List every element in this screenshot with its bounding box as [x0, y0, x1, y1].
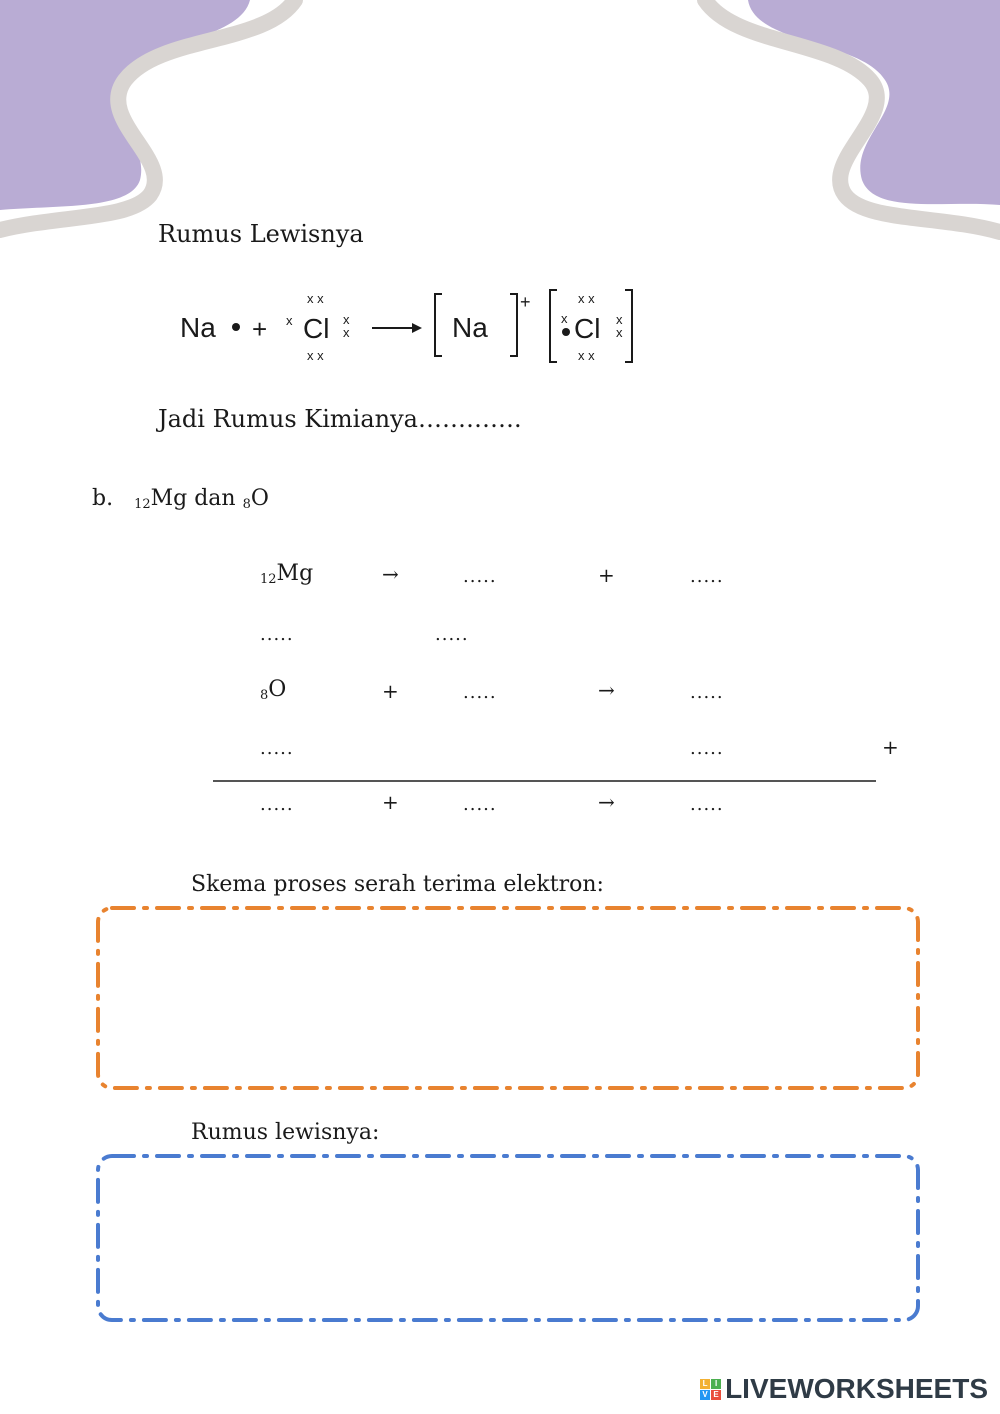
na-symbol: Na: [180, 312, 216, 343]
row4-plus: +: [882, 735, 899, 759]
lewis-label: Rumus lewisnya:: [191, 1120, 380, 1145]
cl-ion-right-x2: x: [616, 325, 623, 340]
cl-ion-right-x1: x: [616, 312, 623, 327]
cl-bracket-right: [625, 290, 632, 362]
row1-mg: [260, 561, 313, 587]
schema-answer-box[interactable]: [90, 902, 926, 1094]
section-b-label: b.: [92, 486, 114, 511]
row1-blank1[interactable]: .....: [463, 566, 497, 587]
lewis-equation: [180, 280, 650, 375]
na-ion-charge: +: [520, 292, 531, 312]
row5-blank3[interactable]: .....: [690, 794, 724, 815]
row3-plus: +: [382, 679, 399, 703]
o-element: O: [250, 486, 269, 511]
cl-ion-bottom-xx: x x: [578, 348, 595, 363]
na-ion-symbol: Na: [452, 312, 488, 343]
cl-bottom-xx: x x: [307, 348, 324, 363]
brand-text: LIVEWORKSHEETS: [725, 1373, 988, 1404]
section-b-heading: [92, 486, 269, 512]
na-bracket-left: [435, 294, 442, 356]
brand-icon-i: I: [711, 1379, 721, 1389]
lewis-answer-box[interactable]: [90, 1150, 926, 1326]
cl-right-x2: x: [343, 325, 350, 340]
row5-blank2[interactable]: .....: [463, 794, 497, 815]
row1-blank2[interactable]: .....: [690, 566, 724, 587]
sum-line: [213, 780, 876, 782]
row5-blank1[interactable]: .....: [260, 794, 294, 815]
cl-right-x1: x: [343, 312, 350, 327]
schema-label: Skema proses serah terima elektron:: [191, 872, 604, 897]
row2-blank1[interactable]: .....: [260, 624, 294, 645]
liveworksheets-logo: [700, 1374, 988, 1404]
o-atomic-number: 8: [242, 497, 251, 512]
mg-atomic-number: 12: [134, 497, 151, 512]
liveworksheets-icon: [700, 1379, 721, 1400]
cl-top-xx: x x: [307, 291, 324, 306]
cl-ion-transferred-dot: [562, 328, 570, 336]
cl-ion-left-x: x: [561, 311, 568, 326]
row3-o-symbol: O: [268, 677, 287, 702]
row1-plus: +: [598, 563, 615, 587]
cl-ion-symbol: Cl: [574, 313, 601, 344]
cl-ion-top-xx: x x: [578, 291, 595, 306]
chemical-formula-blank[interactable]: Jadi Rumus Kimianya………….: [158, 405, 522, 433]
row3-o: [260, 677, 286, 703]
row3-arrow: →: [598, 678, 615, 702]
row5-arrow: →: [598, 790, 615, 814]
na-bracket-right: [510, 294, 517, 356]
row1-mg-symbol: Mg: [276, 561, 314, 586]
na-electron-dot: [232, 323, 240, 331]
cl-left-x: x: [286, 313, 293, 328]
brand-icon-v: V: [700, 1390, 710, 1400]
row4-blank2[interactable]: .....: [690, 738, 724, 759]
row1-mg-sub: 12: [260, 572, 277, 587]
mg-and-text: Mg dan: [150, 486, 243, 511]
row3-o-sub: 8: [260, 688, 269, 703]
cl-symbol: Cl: [303, 313, 330, 344]
brand-icon-e: E: [711, 1390, 721, 1400]
lewis-heading: Rumus Lewisnya: [158, 220, 364, 248]
row3-blank1[interactable]: .....: [463, 682, 497, 703]
row5-plus: +: [382, 790, 399, 814]
header-decoration: [0, 0, 1000, 260]
row3-blank2[interactable]: .....: [690, 682, 724, 703]
row1-arrow: →: [382, 562, 399, 586]
brand-icon-l: L: [700, 1379, 710, 1389]
cl-bracket-left: [550, 290, 557, 362]
row4-blank1[interactable]: .....: [260, 738, 294, 759]
row2-blank2[interactable]: .....: [435, 624, 469, 645]
reaction-arrow-head: [412, 323, 422, 333]
plus-sign: +: [252, 314, 268, 344]
